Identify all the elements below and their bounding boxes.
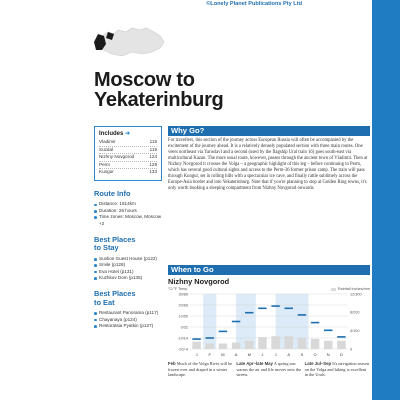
places-to-eat-list	[94, 310, 162, 329]
bullet-icon	[94, 312, 97, 315]
temp-marker	[285, 308, 293, 310]
includes-item-name: Vladimir	[99, 139, 116, 144]
route-info-item-text: Distance: 1814km	[99, 201, 136, 207]
season-feb	[168, 361, 233, 378]
includes-item-page: 133	[149, 169, 157, 175]
places-to-stay-item	[94, 275, 162, 281]
arrow-right-icon: ➜	[125, 131, 131, 137]
includes-item-name: Nizhny Novgorod	[99, 154, 135, 160]
legend-rainfall-swatch	[331, 288, 336, 291]
places-to-stay-item-text: Smile (p128)	[99, 262, 126, 268]
month-label: N	[326, 352, 330, 357]
temp-marker	[324, 330, 332, 332]
places-to-eat-item-text: Restaurant Panorama (p117)	[99, 310, 159, 316]
includes-item	[99, 147, 157, 155]
month-label: J	[274, 352, 277, 357]
month-label: J	[195, 352, 198, 357]
bullet-icon	[94, 271, 97, 274]
season-feb-text: Much of the Volga River will be frozen over and draped in a winter landscape.	[168, 361, 233, 378]
places-to-stay-item-text: Kuzhkov Dom (p135)	[99, 275, 143, 281]
y-tick-label: -20/-4	[178, 347, 188, 352]
includes-item-page: 124	[149, 154, 157, 160]
includes-item	[99, 162, 157, 170]
rainfall-bar	[192, 342, 200, 349]
places-to-stay-item-text: Sunlion Guest House (p122)	[99, 255, 157, 261]
why-go-body: For travellers, this section of the journey across European Russia will often be accompanied by the excitement of the journey ahead. It is a relatively densely populated section with three main routes. One veers northeast via Yaroslavl and a second (used by the flagship Ural train 16) goes south-east via multicultural Kazan. The more usual route, however, passes through the ancient town of Vladimir. Then at Nizhny Novgorod it crosses the Volga – a geographic highlight of this leg – before continuing to Perm, which has several good cultural sights and access to the Perm-36 former prison camp. The train will pass through Kungur, set in rolling hills with a spectacular ice cave, and finally rattle sublimely across the Europe-Asia border and into Yekaterinburg. Note that if you're planning to stop at Golden Ring towns, it's only worth booking a sleeping compartment from Nizhny Novgorod onwards.	[168, 138, 368, 192]
temp-marker	[206, 337, 214, 339]
temp-marker	[245, 312, 253, 314]
rainfall-bar	[245, 341, 253, 349]
temp-marker	[337, 336, 345, 338]
rainfall-bar	[219, 344, 227, 350]
includes-title	[99, 130, 157, 137]
when-to-go-heading: When to Go	[168, 265, 370, 275]
rain-tick-label: 0	[350, 347, 353, 352]
places-to-stay-item-text: Eva Hotel (p131)	[99, 268, 134, 274]
rainfall-bar	[271, 336, 279, 349]
route-info-item-text: Duration: 26 hours	[99, 207, 137, 213]
includes-item	[99, 139, 157, 147]
rain-tick-label: 12/300	[350, 292, 362, 297]
season-spring	[236, 361, 301, 378]
route-info-item-text: Time zones: Moscow, Moscow +2	[99, 214, 162, 226]
climate-chart	[168, 292, 370, 358]
month-label: J	[261, 352, 264, 357]
rain-tick-label: 8/200	[350, 310, 360, 315]
month-label: D	[339, 352, 343, 357]
places-to-eat-item-text: Chayanaya (p124)	[99, 316, 137, 322]
when-to-go-section	[168, 265, 370, 378]
rainfall-bar	[324, 341, 332, 349]
temp-marker	[219, 331, 227, 333]
temp-marker	[311, 322, 319, 324]
why-go-section	[168, 126, 370, 192]
includes-item-name: Kungur	[99, 169, 114, 175]
bullet-icon	[94, 210, 97, 213]
chart-legend	[168, 287, 370, 291]
bullet-icon	[94, 258, 97, 261]
rainfall-bar	[232, 343, 240, 349]
y-tick-label: 20/68	[178, 303, 188, 308]
rainfall-bar	[285, 336, 293, 349]
temp-marker	[271, 305, 279, 307]
places-to-eat-item-text: Restoratsia Pyatkin (p127)	[99, 323, 154, 329]
rainfall-bar	[311, 339, 319, 349]
temp-marker	[192, 338, 200, 340]
bullet-icon	[94, 325, 97, 328]
title-line-1: Moscow to	[94, 69, 195, 91]
route-info-list	[94, 201, 162, 227]
includes-item	[99, 169, 157, 176]
season-summer	[305, 361, 370, 378]
month-label: S	[300, 352, 304, 357]
places-to-eat-heading	[94, 290, 162, 307]
month-label: A	[234, 352, 238, 357]
includes-item-page: 115	[149, 139, 157, 144]
temp-marker	[258, 308, 266, 310]
legend-temp	[168, 287, 187, 291]
includes-title-text: Includes	[99, 131, 124, 137]
season-spring-label: Late Apr–late May	[236, 361, 273, 366]
page-edge-strip	[372, 0, 400, 400]
y-tick-label: 30/86	[178, 292, 188, 297]
route-info-item	[94, 214, 162, 227]
season-feb-label: Feb	[168, 361, 176, 366]
page-title	[94, 70, 294, 110]
route-info-heading: Route Info	[94, 188, 131, 198]
month-label: M	[221, 352, 225, 357]
rainfall-bar	[206, 344, 214, 350]
season-summer-text: It's navigation season on the Volga and hiking is excellent in the Urals.	[304, 361, 370, 378]
includes-item	[99, 154, 157, 162]
places-to-stay-list	[94, 256, 162, 282]
month-label: O	[313, 352, 317, 357]
places-to-stay-heading	[94, 236, 162, 253]
rainfall-bar	[298, 338, 306, 349]
bullet-icon	[94, 216, 97, 219]
chart-city-title: Nizhny Novgorod	[168, 277, 230, 286]
copyright-notice: ©Lonely Planet Publications Pty Ltd	[206, 1, 302, 7]
places-to-eat-heading-line-2: to Eat	[94, 297, 115, 307]
top-bar	[0, 0, 400, 13]
y-tick-label: -10/14	[177, 336, 188, 341]
legend-temp-label: °C/°F Temp	[168, 287, 188, 291]
season-band	[203, 294, 216, 349]
includes-item-name: Suzdal	[99, 146, 114, 152]
month-label: A	[287, 352, 291, 357]
includes-item-name: Perm	[99, 161, 110, 167]
places-to-eat-item	[94, 323, 162, 329]
places-to-stay-heading-line-2: to Stay	[94, 243, 119, 253]
month-label: F	[208, 352, 211, 357]
places-to-eat-heading-line-1: Best Places	[94, 289, 136, 299]
rainfall-bar	[337, 341, 345, 349]
includes-item-page: 129	[149, 161, 157, 167]
title-line-2: Yekaterinburg	[94, 89, 224, 111]
includes-item-page: 119	[149, 146, 157, 152]
rain-tick-label: 4/100	[350, 329, 360, 334]
bullet-icon	[94, 319, 97, 322]
month-label: M	[247, 352, 251, 357]
places-to-stay-heading-line-1: Best Places	[94, 235, 136, 244]
y-tick-label: 10/50	[178, 314, 188, 319]
includes-box	[94, 126, 162, 181]
bullet-icon	[94, 204, 97, 207]
rainfall-bar	[258, 337, 266, 349]
legend-rainfall	[331, 287, 370, 291]
season-spring-text: A spring sun warms the air and life moves onto the streets.	[236, 361, 302, 378]
bullet-icon	[94, 277, 97, 280]
sidebar	[94, 126, 162, 329]
season-summer-label: Late Jul–Sep	[304, 361, 332, 366]
why-go-heading: Why Go?	[168, 126, 370, 136]
bullet-icon	[94, 264, 97, 267]
legend-rainfall-label: Rainfall inches/mm	[337, 287, 370, 291]
includes-list	[99, 139, 157, 176]
temp-marker	[232, 321, 240, 323]
route-map-icon	[92, 22, 170, 62]
seasons-row	[168, 361, 370, 378]
y-tick-label: 0/32	[180, 325, 188, 330]
temp-marker	[298, 314, 306, 316]
